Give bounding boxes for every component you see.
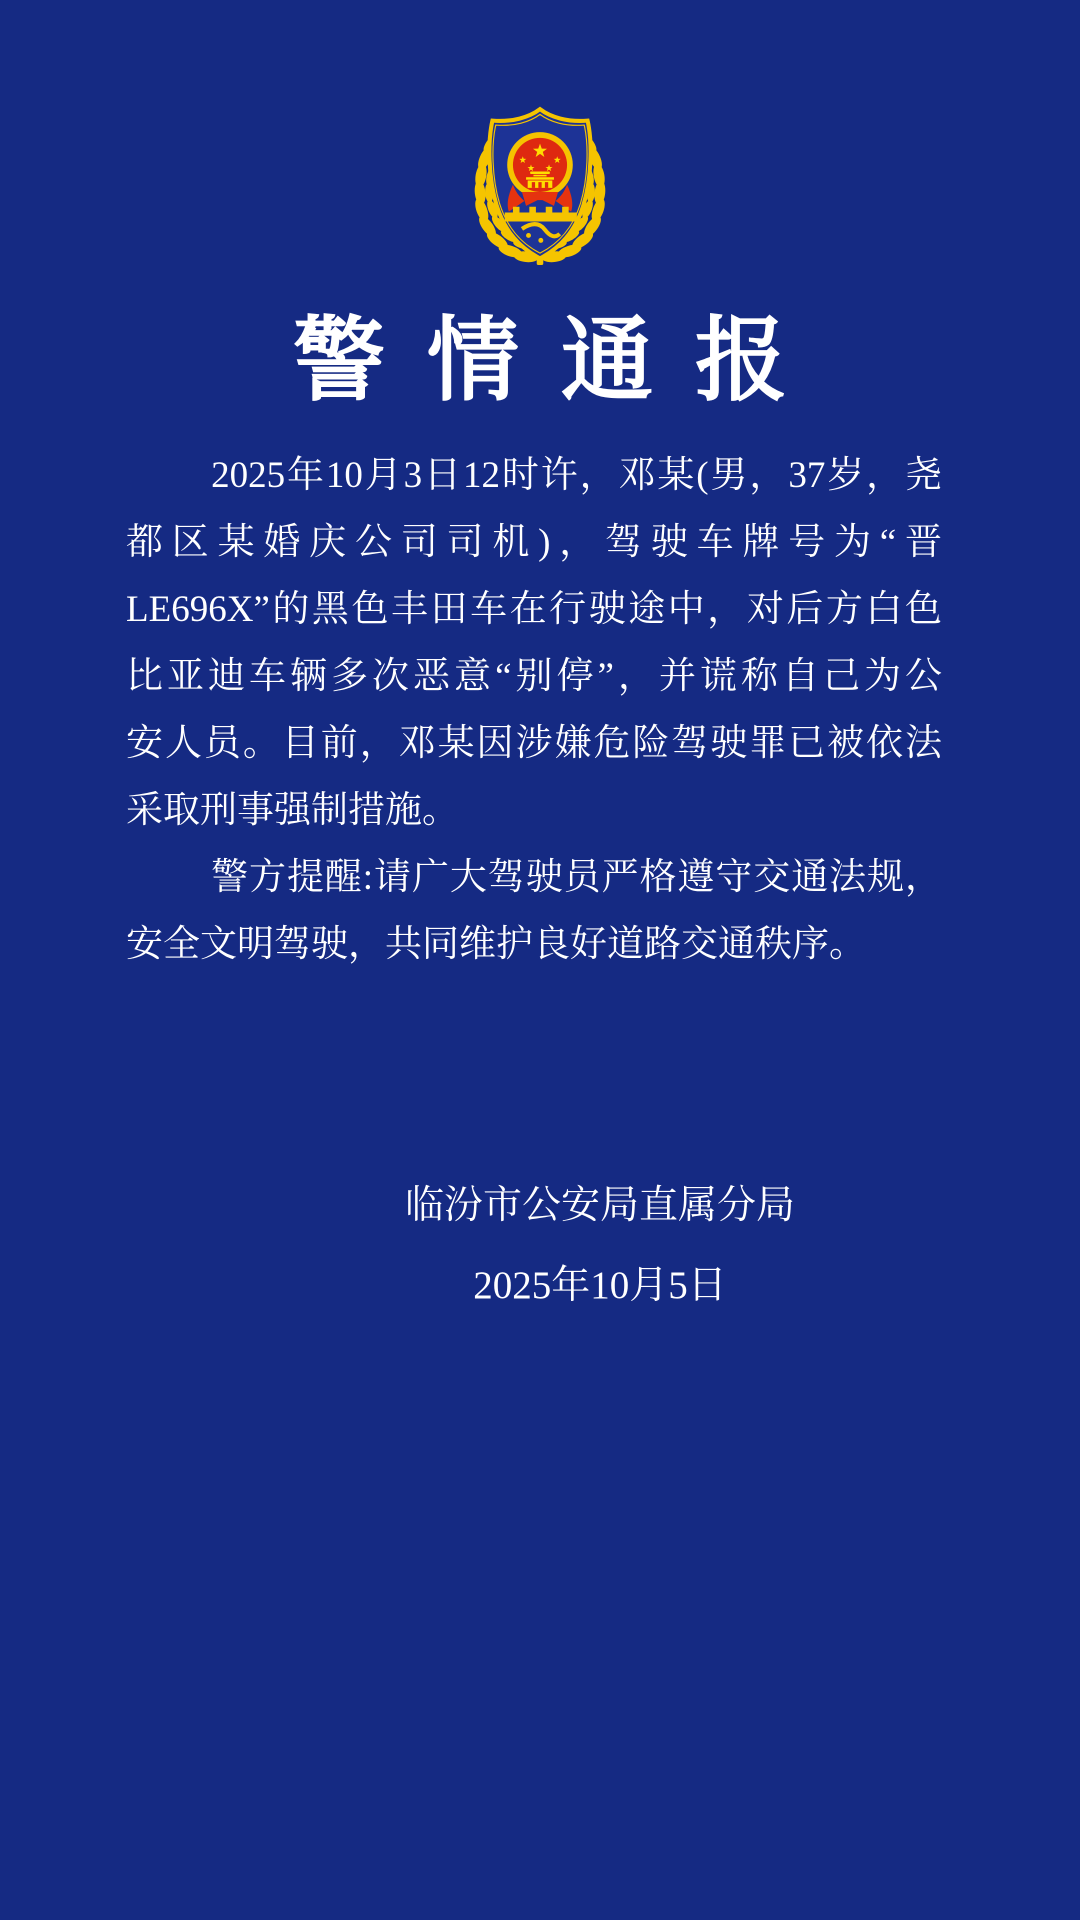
body-line: 比亚迪车辆多次恶意“别停”，并谎称自己为公 bbox=[126, 656, 942, 697]
paragraph-1 bbox=[126, 442, 942, 844]
issue-date: 2025年10月5日 bbox=[473, 1264, 727, 1307]
body-line: 都区某婚庆公司司机)，驾驶车牌号为“晋 bbox=[126, 522, 942, 563]
notice-title: 警情通报 bbox=[292, 310, 829, 412]
body-line: LE696X”的黑色丰田车在行驶途中，对后方白色 bbox=[126, 589, 942, 630]
signature-block bbox=[120, 1166, 1080, 1326]
body-line: 安全文明驾驶，共同维护良好道路交通秩序。 bbox=[126, 924, 866, 965]
agency-name: 临汾市公安局直属分局 bbox=[404, 1184, 795, 1227]
notice-body bbox=[126, 442, 942, 978]
police-badge-icon bbox=[458, 96, 622, 265]
body-line: 安人员。目前，邓某因涉嫌危险驾驶罪已被依法 bbox=[126, 723, 942, 764]
body-line: 警方提醒:请广大驾驶员严格遵守交通法规， bbox=[211, 857, 942, 898]
body-line: 2025年10月3日12时许，邓某(男，37岁，尧 bbox=[211, 455, 942, 496]
paragraph-2 bbox=[126, 844, 942, 978]
body-line: 采取刑事强制措施。 bbox=[126, 790, 459, 831]
